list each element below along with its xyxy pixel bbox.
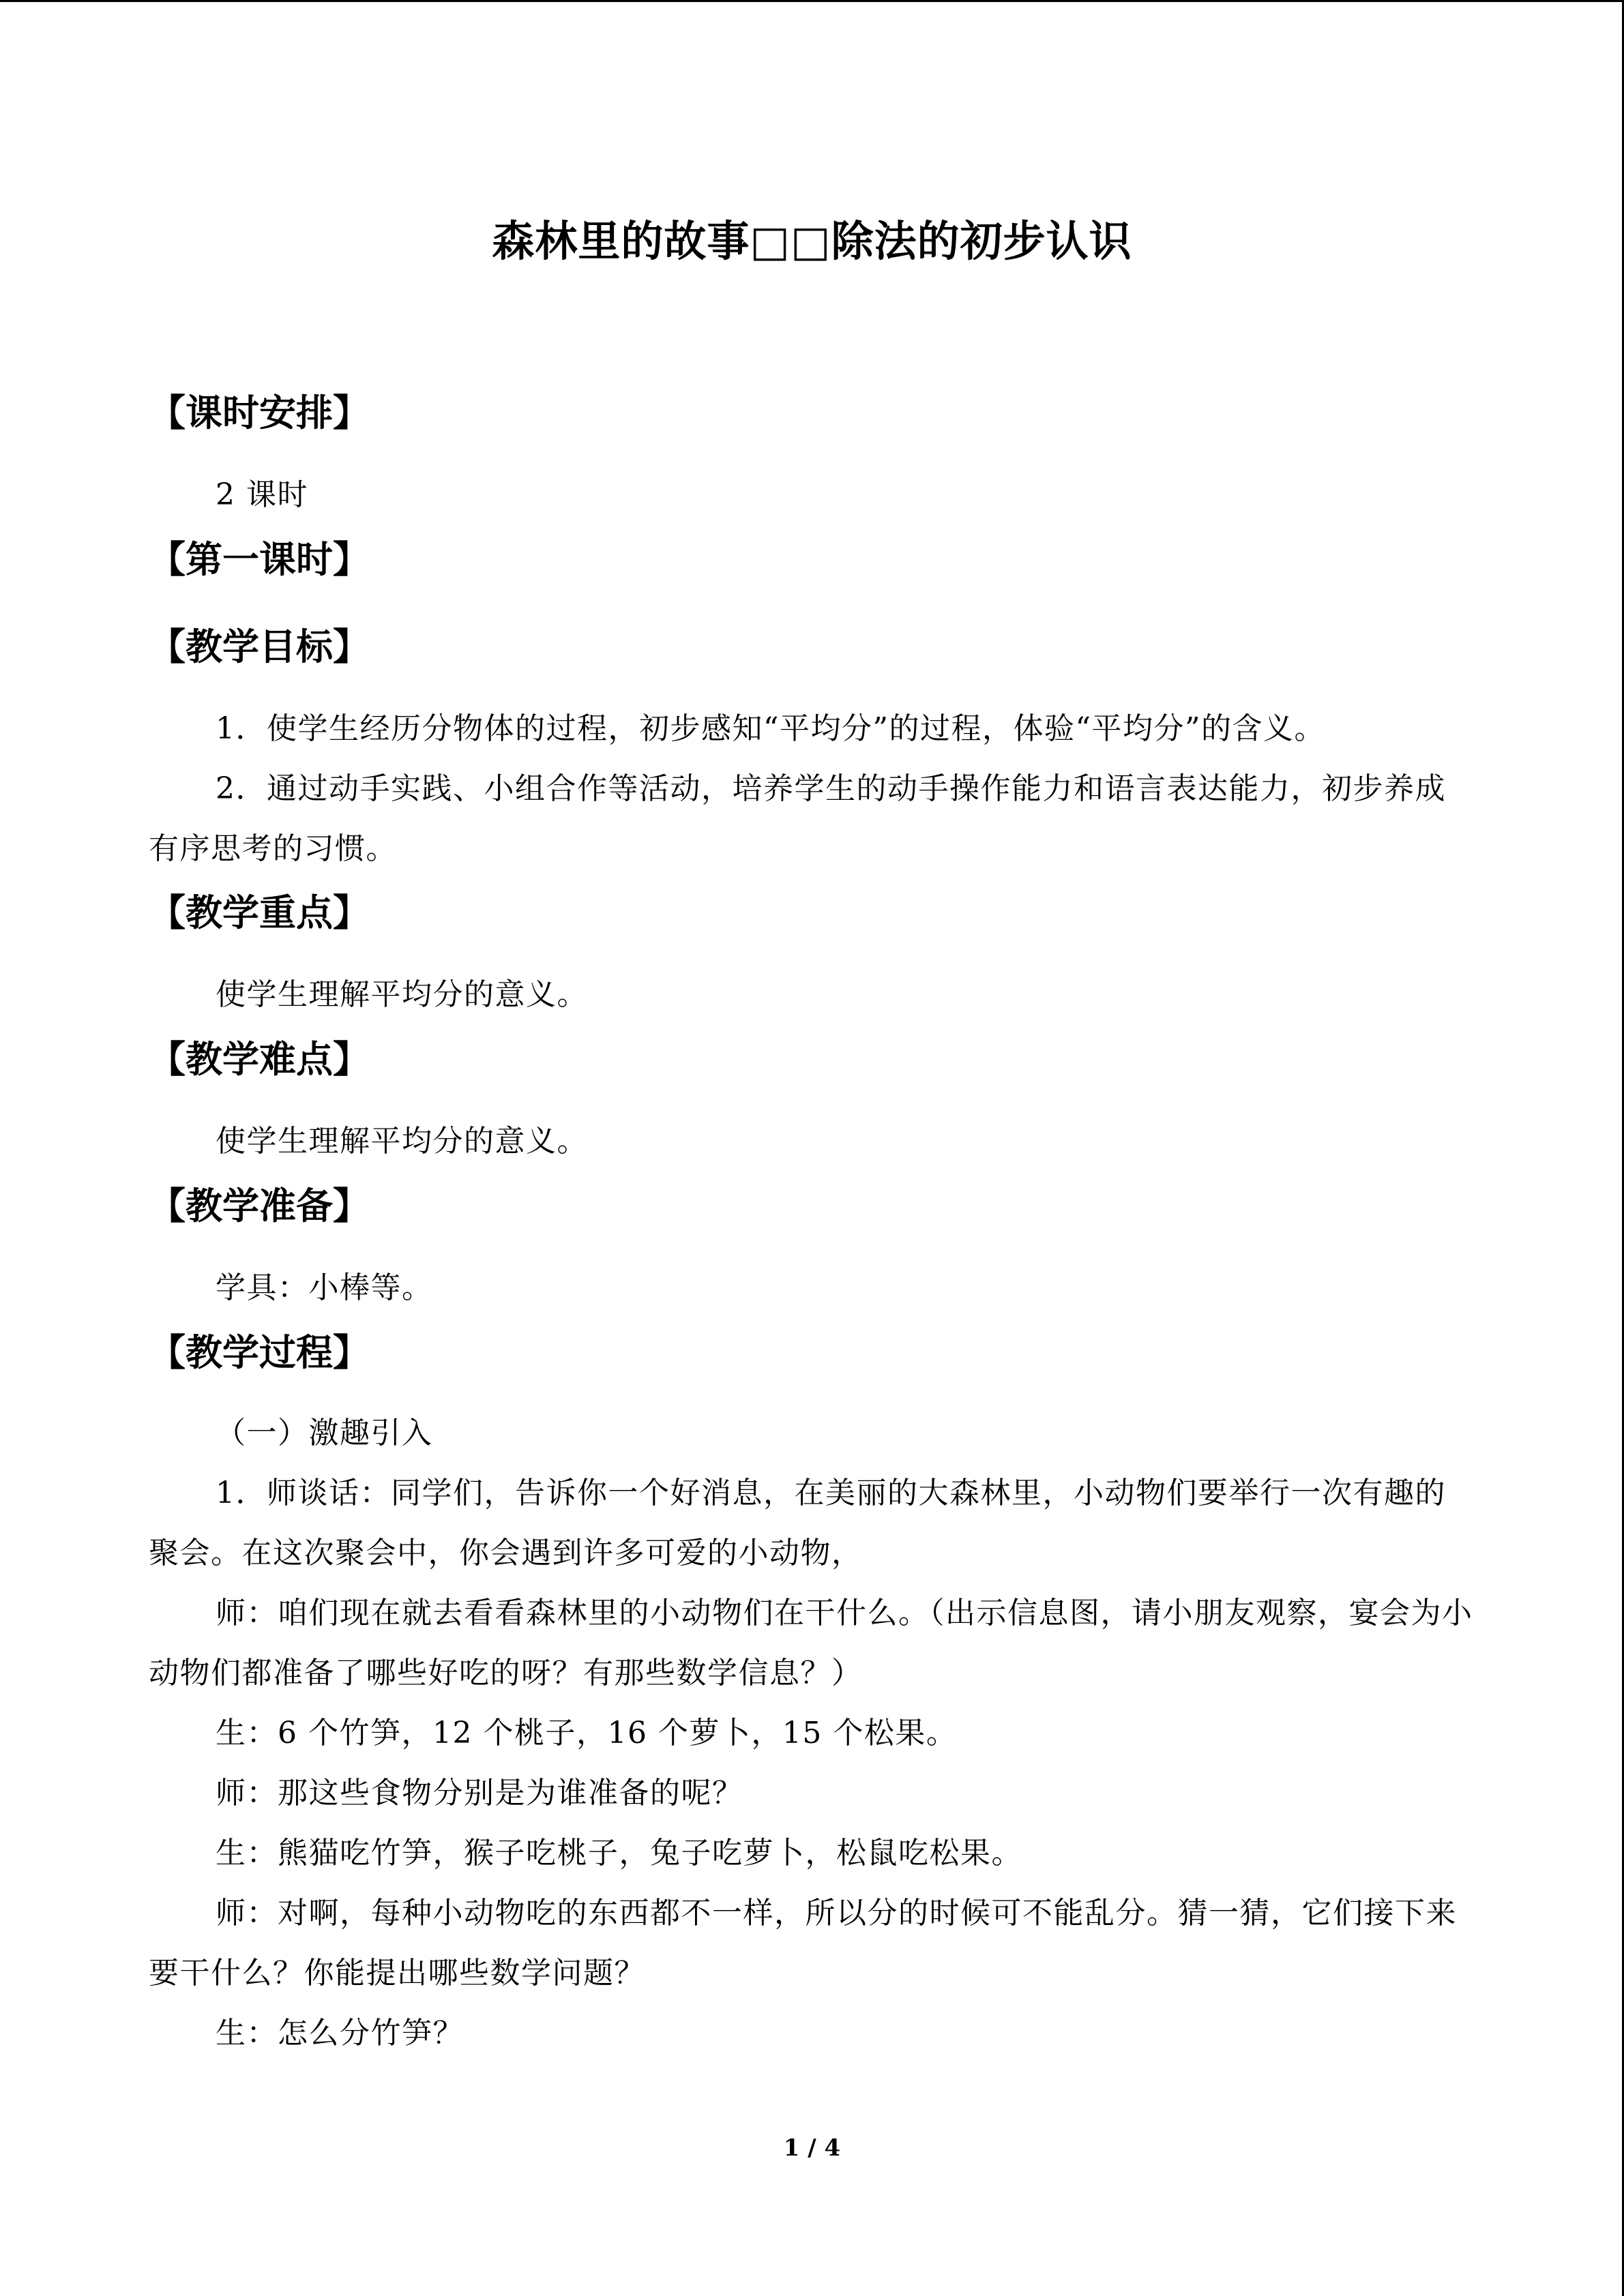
difficulty-heading: 【教学难点】 [149, 1037, 370, 1081]
key-heading: 【教学重点】 [149, 891, 370, 934]
process-paragraph-3: 生：6 个竹笋，12 个桃子，16 个萝卜，15 个松果。 [216, 1716, 958, 1750]
document-title: 森林里的故事□□除法的初步认识 [492, 216, 1132, 266]
lesson1-heading: 【第一课时】 [149, 537, 370, 581]
process-paragraph-7: 生：怎么分竹笋？ [216, 2016, 464, 2051]
schedule-text: 2 课时 [216, 477, 308, 512]
key-text: 使学生理解平均分的意义。 [216, 977, 588, 1012]
process-paragraph-2: 师：咱们现在就去看看森林里的小动物们在干什么。（出示信息图，请小朋友观察，宴会为小动物们都准备了哪些好吃的呀？有那些数学信息？） [149, 1596, 1473, 1690]
process-paragraph-6: 师：对啊，每种小动物吃的东西都不一样，所以分的时候可不能乱分。猜一猜，它们接下来要干什么？你能提出哪些数学问题？ [149, 1896, 1457, 1991]
top-border [0, 0, 1624, 2]
process-paragraph-1: 1．师谈话：同学们，告诉你一个好消息，在美丽的大森林里，小动物们要举行一次有趣的聚会。在这次聚会中，你会遇到许多可爱的小动物， [149, 1476, 1446, 1570]
process-paragraph-5: 生：熊猫吃竹笋，猴子吃桃子，兔子吃萝卜，松鼠吃松果。 [216, 1836, 1022, 1870]
prep-heading: 【教学准备】 [149, 1184, 370, 1227]
goals-heading: 【教学目标】 [149, 625, 370, 668]
page-indicator: 1 / 4 [783, 2134, 841, 2162]
prep-text: 学具：小棒等。 [216, 1270, 433, 1305]
process-intro: （一）激趣引入 [216, 1416, 433, 1450]
goal-2: 2．通过动手实践、小组合作等活动，培养学生的动手操作能力和语言表达能力，初步养成有序思考的习惯。 [149, 771, 1446, 866]
goal-1: 1．使学生经历分物体的过程，初步感知“平均分”的过程，体验“平均分”的含义。 [216, 711, 1325, 746]
process-paragraph-4: 师：那这些食物分别是为谁准备的呢？ [216, 1776, 743, 1810]
schedule-heading: 【课时安排】 [149, 391, 370, 434]
difficulty-text: 使学生理解平均分的意义。 [216, 1124, 588, 1159]
process-heading: 【教学过程】 [149, 1330, 370, 1374]
